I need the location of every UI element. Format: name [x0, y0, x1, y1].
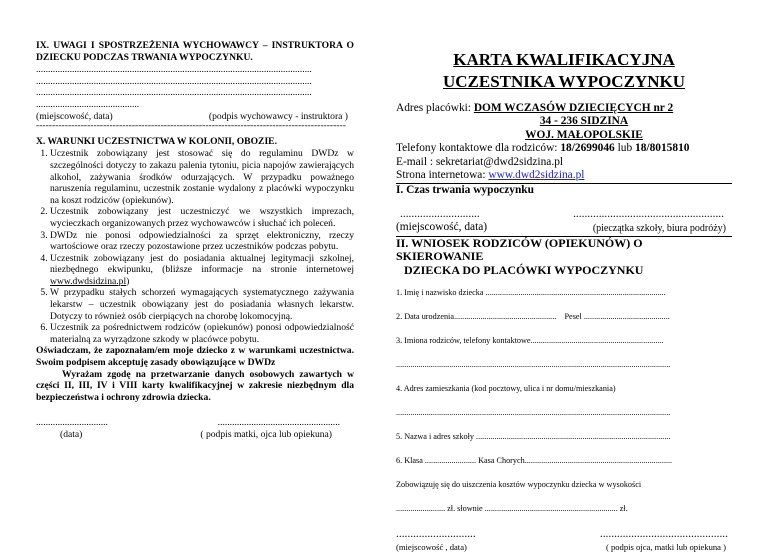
home-address-dots[interactable]: ......................................................................................................................................: [396, 408, 671, 418]
notes-line: ...................................................................................................................: [36, 75, 312, 87]
date-label: (data): [60, 429, 83, 440]
parents-field[interactable]: 3. Imiona rodziców, telefony kontaktowe.................................................................: [396, 336, 664, 346]
place-date-label: (miejscowość , data): [396, 541, 467, 552]
place-date-label: (miejscowość, data): [36, 110, 113, 122]
parent-signature-label: ( podpis ojca, matki lub opiekuna ): [605, 541, 726, 552]
website-link[interactable]: www.dwd2sidzina.pl: [488, 169, 585, 182]
place-date-dots: ............................: [396, 528, 476, 541]
website-label: Strona internetowa:: [396, 169, 489, 182]
cost-commitment: Zobowiązuję się do uiszczenia kosztów wypoczynku dziecka w wysokości: [396, 480, 642, 490]
section-ix-title: IX. UWAGI I SPOSTRZEŻENIA WYCHOWAWCY – INSTRUKTORA O DZIECKU PODCZAS TRWANIA WYPOCZYNKU.: [36, 40, 354, 63]
birth-date-field[interactable]: [396, 312, 732, 322]
parent-dots: ...................................................: [217, 417, 340, 429]
email-line: E-mail : sekretariat@dwd2sidzina.pl: [396, 155, 564, 168]
rule-close-paren: ): [126, 275, 130, 287]
parent-signature-label: ( podpis matki, ojca lub opiekuna): [200, 429, 332, 440]
notes-line: ...................................................................................................................: [36, 87, 312, 99]
rule-website-link[interactable]: www.dwdsidzina.pl: [50, 275, 127, 287]
section-x-title: X. WARUNKI UCZESTNICTWA W KOLONII, OBOZIE.: [36, 135, 277, 147]
period-dots-row: [396, 208, 732, 221]
stamp-label: (pieczątka szkoły, biura podróży): [592, 223, 726, 235]
rule-item: 2. Uczestnik zobowiązany jest uczestniczyć we wszystkich imprezach, wycieczkach organizowanych przez wychowawców i słuchać ich poleceń.: [50, 206, 354, 229]
facility-region: WOJ. MAŁOPOLSKIE: [525, 128, 643, 141]
section-ii-title: II. WNIOSEK RODZICÓW (OPIEKUNÓW) O SKIEROWANIE: [396, 235, 643, 264]
class-insurance-field[interactable]: 6. Klasa ......................... Kasa Chorych........................................................................: [396, 456, 673, 466]
rule-item: 5. W przypadku stałych schorzeń wymagających systematycznego zażywania lekarstw – uczestnik obowiązany jest do posiadania własnych lekarstw. Dotyczy to również osób cierpiących na chorobę lokomocyjną.: [50, 287, 354, 322]
parent-signature-dots: [396, 528, 732, 541]
data-consent-statement: Wyrażam zgodę na przetwarzanie danych osobowych zawartych w części II, III, IV i VIII karty kwalifikacyjnej w zakresie niezbędnym dla bezpieczeństwa i ochrony zdrowia dziecka.: [36, 368, 354, 403]
rule-item: [50, 253, 354, 288]
date-dots: ..............................: [36, 417, 108, 429]
signature-dots: ...........................................: [36, 98, 140, 110]
rule-item: 3. DWDz nie ponosi odpowiedzialności za sprzęt elektroniczny, rzeczy wartościowe oraz rzeczy pozostawione przez uczestników podczas pobytu.: [50, 230, 354, 253]
facility-name: DOM WCZASÓW DZIECIĘCYCH nr 2: [473, 102, 674, 114]
birth-date-label: 2. Data urodzenia..................................................: [396, 312, 557, 322]
phone-2: 18/8015810: [635, 142, 690, 155]
consent-statement: Oświadczam, że zapoznałam/em moje dziecko z w warunkami uczestnictwa. Swoim podpisem akceptuję zasady obowiązujące w DWDz: [36, 345, 354, 369]
place-date-label: (miejscowość, data): [396, 221, 488, 234]
parents-field-dots[interactable]: ......................................................................................................................................: [396, 360, 671, 370]
rule-item: 6. Uczestnik za pośrednictwem rodziców (opiekunów) ponosi odpowiedzialność materialną za wyrządzone szkody w placówce pobytu.: [50, 322, 354, 345]
rule-text: Uczestnik zobowiązany jest do posiadania aktualnej legitymacji szkolnej, niezbędnego ekwipunku, (bliższe informacje na stronie internetowej: [50, 252, 354, 276]
period-dots: ............................: [400, 207, 480, 220]
school-field[interactable]: 5. Nazwa i adres szkoły ...............................................................................................: [396, 432, 671, 442]
facility-street: 34 - 236 SIDZINA: [539, 115, 629, 128]
section-ii-title-line2: DZIECKA DO PLACÓWKI WYPOCZYNKU: [404, 262, 644, 277]
form-subtitle: UCZESTNIKA WYPOCZYNKU: [443, 72, 685, 91]
parent-sig-dots: .............................................: [599, 528, 728, 541]
notes-line: ...................................................................................................................: [36, 64, 312, 76]
final-signature-dots: [36, 417, 354, 429]
phones-or: lub: [614, 142, 636, 155]
amount-field[interactable]: ........................ zł. słownie ................................................................. zł.: [396, 504, 628, 514]
parent-signature-labels: [396, 542, 732, 552]
address-label: Adres placówki:: [396, 102, 474, 114]
home-address-field[interactable]: 4. Adres zamieszkania (kod pocztowy, ulica i nr domu/mieszkania): [396, 384, 616, 394]
rules-list: [36, 148, 354, 345]
facility-address: [396, 102, 732, 182]
child-name-field[interactable]: 1. Imię i nazwisko dziecka ........................................................................................: [396, 288, 666, 298]
educator-signature-label: (podpis wychowawcy - instruktora ): [208, 110, 348, 122]
left-column: [36, 40, 354, 441]
rule-item: 1. Uczestnik zobowiązany jest stosować się do regulaminu DWDz w szczególności dotyczy to zakazu palenia tytoniu, picia napojów zawierających alkohol, zażywania środków odurzających. W przypadku poważnego naruszenia regulaminu, uczestnik zostanie wydalony z placówki wypoczynku na koszt rodziców (opiekunów).: [50, 148, 354, 206]
pesel-label: Pesel ..........................................: [564, 312, 670, 322]
final-signature-labels: [36, 429, 354, 441]
stamp-dots: .....................................................: [573, 207, 724, 220]
period-labels-row: [396, 221, 732, 235]
separator-line: -------------------------------------------------------------------------------------------------: [36, 120, 346, 132]
form-title: KARTA KWALIFIKACYJNA: [453, 50, 675, 69]
section-i-title: I. Czas trwania wypoczynku: [396, 184, 534, 197]
phones-label: Telefony kontaktowe dla rodziców:: [396, 142, 561, 155]
right-column: [396, 50, 732, 552]
phone-1: 18/2699046: [560, 142, 615, 155]
